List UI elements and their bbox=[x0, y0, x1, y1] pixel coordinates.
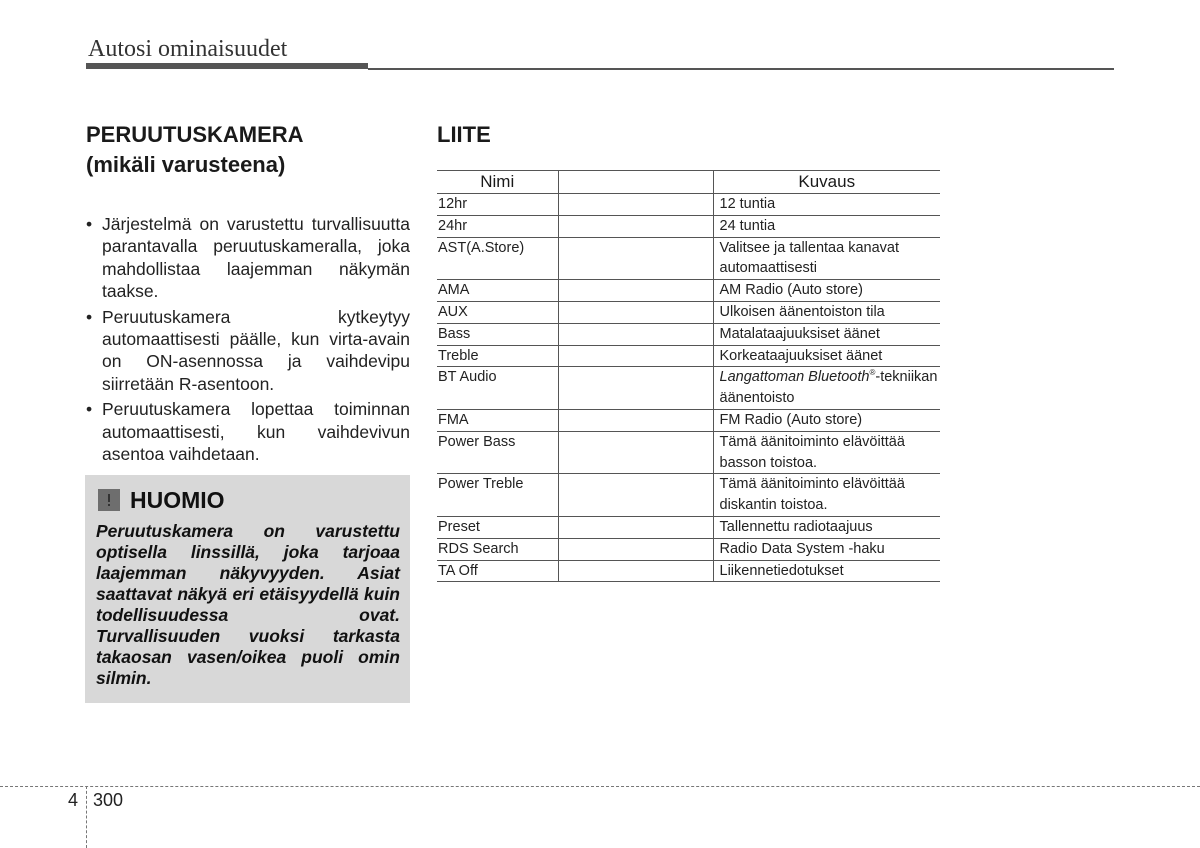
row-spacer bbox=[558, 323, 713, 345]
table-row bbox=[437, 280, 940, 302]
row-spacer bbox=[558, 474, 713, 517]
row-spacer bbox=[558, 409, 713, 431]
page-number: 300 bbox=[93, 790, 124, 810]
row-name: 24hr bbox=[437, 215, 558, 237]
caution-notice-header bbox=[98, 483, 400, 517]
header-rule-thin bbox=[368, 68, 1114, 70]
table-row bbox=[437, 215, 940, 237]
row-name: 12hr bbox=[437, 194, 558, 216]
row-name: TA Off bbox=[437, 560, 558, 582]
row-description: FM Radio (Auto store) bbox=[713, 409, 940, 431]
row-name: BT Audio bbox=[437, 367, 558, 410]
row-spacer bbox=[558, 538, 713, 560]
row-name: AUX bbox=[437, 301, 558, 323]
row-name: AMA bbox=[437, 280, 558, 302]
row-description: Valitsee ja tallentaa kanavat automaattisesti bbox=[713, 237, 940, 280]
row-description: 12 tuntia bbox=[713, 194, 940, 216]
row-description: Ulkoisen äänentoiston tila bbox=[713, 301, 940, 323]
row-description: Matalataajuuksiset äänet bbox=[713, 323, 940, 345]
caution-notice-box bbox=[85, 475, 410, 703]
row-name: AST(A.Store) bbox=[437, 237, 558, 280]
row-description: Tämä äänitoiminto elävöittää basson toistoa. bbox=[713, 431, 940, 474]
column-header-description: Kuvaus bbox=[713, 171, 940, 194]
row-description: Tämä äänitoiminto elävöittää diskantin toistoa. bbox=[713, 474, 940, 517]
row-spacer bbox=[558, 301, 713, 323]
row-description-italic: Langattoman Bluetooth bbox=[719, 369, 870, 386]
row-spacer bbox=[558, 516, 713, 538]
row-name: Preset bbox=[437, 516, 558, 538]
row-spacer bbox=[558, 280, 713, 302]
table-row bbox=[437, 367, 940, 410]
row-description: Liikennetiedotukset bbox=[713, 560, 940, 582]
warning-icon bbox=[98, 489, 120, 511]
table-row bbox=[437, 237, 940, 280]
row-name: FMA bbox=[437, 409, 558, 431]
row-spacer bbox=[558, 215, 713, 237]
table-row bbox=[437, 409, 940, 431]
camera-section-title bbox=[86, 120, 416, 180]
table-row bbox=[437, 538, 940, 560]
row-name: Power Bass bbox=[437, 431, 558, 474]
row-spacer bbox=[558, 431, 713, 474]
row-spacer bbox=[558, 237, 713, 280]
chapter-number: 4 bbox=[68, 790, 79, 810]
footer-divider bbox=[0, 786, 1200, 787]
appendix-title: LIITE bbox=[437, 122, 491, 147]
row-description: Tallennettu radiotaajuus bbox=[713, 516, 940, 538]
table-row bbox=[437, 560, 940, 582]
table-row bbox=[437, 301, 940, 323]
caution-notice-text: Peruutuskamera on varustettu optisella linssillä, joka tarjoaa laajemman näkyvyyden. Asiat saattavat näkyä eri etäisyydellä kuin todellisuudessa ovat. Turvallisuuden vuoksi tarkasta takaosan vasen/oikea puoli omin silmin. bbox=[96, 521, 400, 688]
row-description: Radio Data System -haku bbox=[713, 538, 940, 560]
row-description: AM Radio (Auto store) bbox=[713, 280, 940, 302]
page-header-title: Autosi ominaisuudet bbox=[88, 36, 288, 62]
header-rule-thick bbox=[86, 63, 368, 69]
row-description: 24 tuntia bbox=[713, 215, 940, 237]
table-row bbox=[437, 431, 940, 474]
row-spacer bbox=[558, 367, 713, 410]
row-spacer bbox=[558, 560, 713, 582]
camera-bullet-list bbox=[86, 213, 410, 468]
table-row bbox=[437, 323, 940, 345]
row-name: Bass bbox=[437, 323, 558, 345]
camera-title-line1: PERUUTUSKAMERA bbox=[86, 122, 304, 147]
caution-notice-title: HUOMIO bbox=[130, 486, 225, 513]
column-header-name: Nimi bbox=[437, 171, 558, 194]
bullet-item: • Peruutuskamera kytkeytyy automaattisesti päälle, kun virta-avain on ON-asennossa ja vaihdevipu siirretään R-asentoon. bbox=[86, 306, 410, 396]
bullet-item: • Järjestelmä on varustettu turvallisuutta parantavalla peruutuskameralla, joka mahdollistaa laajemman näkymän taakse. bbox=[86, 213, 410, 303]
appendix-table bbox=[437, 170, 940, 582]
row-spacer bbox=[558, 194, 713, 216]
row-name: RDS Search bbox=[437, 538, 558, 560]
table-row bbox=[437, 516, 940, 538]
camera-title-line2: (mikäli varusteena) bbox=[86, 152, 286, 177]
row-name: Power Treble bbox=[437, 474, 558, 517]
row-description bbox=[713, 367, 940, 410]
registered-mark: ® bbox=[869, 368, 876, 378]
table-row bbox=[437, 474, 940, 517]
table-header-row bbox=[437, 171, 940, 194]
row-spacer bbox=[558, 345, 713, 367]
row-name: Treble bbox=[437, 345, 558, 367]
table-row bbox=[437, 194, 940, 216]
bullet-item: • Peruutuskamera lopettaa toiminnan automaattisesti, kun vaihdevivun asentoa vaihdetaan. bbox=[86, 398, 410, 465]
row-description-rest: -tekniikan äänentoisto bbox=[719, 369, 938, 407]
footer-vertical-divider bbox=[86, 786, 87, 848]
table-row bbox=[437, 345, 940, 367]
row-description: Korkeataajuuksiset äänet bbox=[713, 345, 940, 367]
column-header-spacer bbox=[558, 171, 713, 194]
